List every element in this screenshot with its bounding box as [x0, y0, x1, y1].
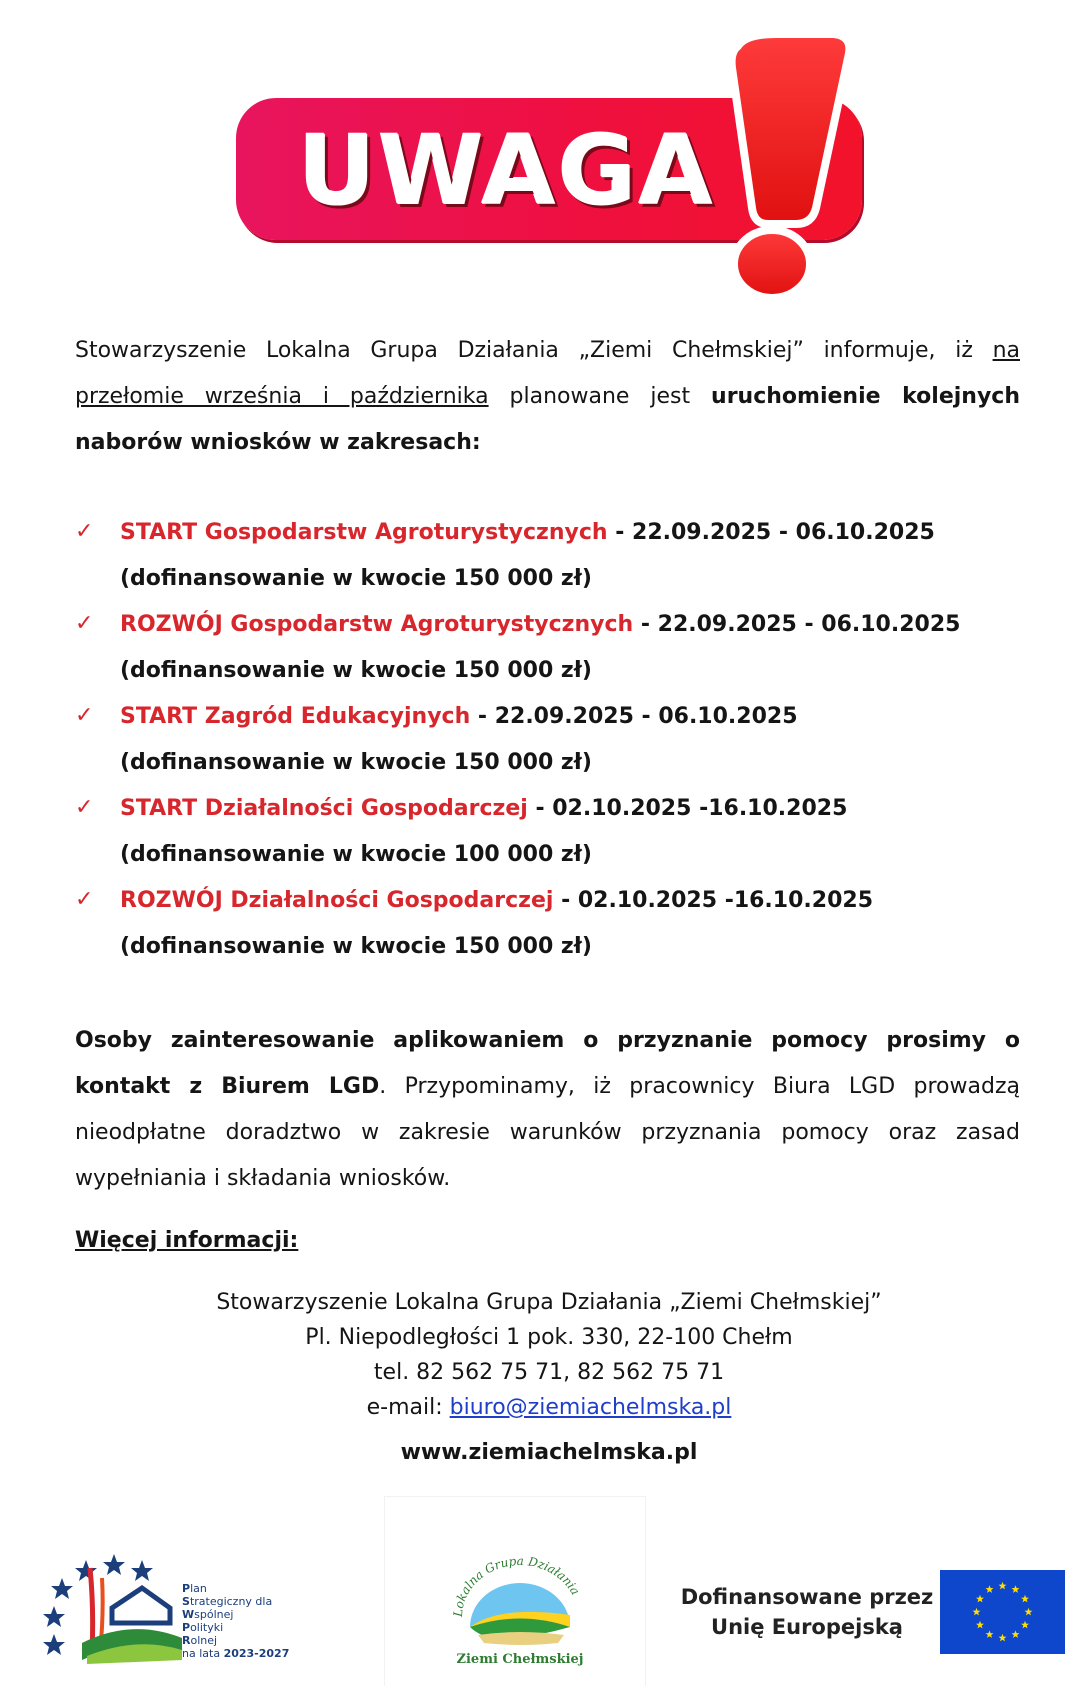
- intro-period: na przełomie września i października: [75, 338, 1020, 409]
- eu-funding-text: [672, 1582, 942, 1642]
- ps-initial: P: [182, 1621, 191, 1634]
- ps-years: 2023-2027: [223, 1647, 290, 1660]
- email-label: e-mail:: [366, 1395, 450, 1420]
- ps-initial: W: [182, 1608, 195, 1621]
- closing-paragraph: [75, 1018, 1020, 1202]
- banner-word: UWAGA: [298, 115, 715, 227]
- program-funding: (dofinansowanie w kwocie 150 000 zł): [120, 566, 592, 591]
- program-name: ROZWÓJ Gospodarstw Agroturystycznych: [120, 612, 634, 637]
- ps-initial: R: [182, 1634, 191, 1647]
- more-info-heading: Więcej informacji:: [75, 1228, 299, 1253]
- plan-strategiczny-text: [182, 1582, 289, 1660]
- program-funding: (dofinansowanie w kwocie 100 000 zł): [120, 842, 592, 867]
- contact-address: Pl. Niepodległości 1 pok. 330, 22-100 Chełm: [305, 1325, 793, 1350]
- check-icon: ✓: [75, 611, 94, 636]
- lgd-logo: [440, 1555, 600, 1675]
- program-dates: - 22.09.2025 - 06.10.2025: [607, 520, 935, 545]
- exclamation-icon: [706, 28, 856, 310]
- check-icon: ✓: [75, 519, 94, 544]
- ps-years-prefix: na lata: [182, 1647, 224, 1660]
- intro-bold: uruchomienie kolejnych naborów wniosków w zakresach:: [75, 384, 1020, 455]
- intro-text: Stowarzyszenie Lokalna Grupa Działania „Ziemi Chełmskiej” informuje, iż: [75, 338, 993, 363]
- eu-line-2: Unię Europejską: [711, 1615, 903, 1639]
- program-item: [75, 602, 1035, 694]
- eu-flag-icon: [940, 1570, 1065, 1654]
- program-item: [75, 786, 1035, 878]
- ps-initial: P: [182, 1582, 191, 1595]
- ps-word: olityki: [190, 1621, 224, 1634]
- check-icon: ✓: [75, 887, 94, 912]
- program-funding: (dofinansowanie w kwocie 150 000 zł): [120, 934, 592, 959]
- contact-phone: tel. 82 562 75 71, 82 562 75 71: [373, 1360, 725, 1385]
- uwaga-banner: [236, 28, 866, 310]
- program-funding: (dofinansowanie w kwocie 150 000 zł): [120, 658, 592, 683]
- program-dates: - 02.10.2025 -16.10.2025: [553, 888, 873, 913]
- lgd-arc-text: Lokalna Grupa Działania: [450, 1555, 583, 1618]
- program-dates: - 02.10.2025 -16.10.2025: [527, 796, 848, 821]
- program-item: [75, 510, 1035, 602]
- ps-word: olnej: [190, 1634, 218, 1647]
- intro-paragraph: [75, 328, 1020, 466]
- contact-block: [0, 1285, 1080, 1425]
- closing-text: . Przypominamy, iż pracownicy Biura LGD prowadzą nieodpłatne doradztwo w zakresie warunków przyznania pomocy oraz zasad wypełniania i składania wniosków.: [75, 1074, 1020, 1191]
- program-name: START Zagród Edukacyjnych: [120, 704, 471, 729]
- check-icon: ✓: [75, 703, 94, 728]
- program-item: [75, 694, 1035, 786]
- closing-bold: Osoby zainteresowanie aplikowaniem o przyznanie pomocy prosimy o kontakt z Biurem LGD: [75, 1028, 1020, 1099]
- check-icon: ✓: [75, 795, 94, 820]
- intro-text-2: planowane jest: [488, 384, 712, 409]
- email-link[interactable]: biuro@ziemiachelmska.pl: [449, 1395, 732, 1420]
- ps-word: trategiczny dla: [189, 1595, 273, 1608]
- lgd-name: Ziemi Chełmskiej: [456, 1652, 584, 1667]
- program-funding: (dofinansowanie w kwocie 150 000 zł): [120, 750, 592, 775]
- eu-line-1: Dofinansowane przez: [680, 1585, 934, 1609]
- website-link[interactable]: www.ziemiachelmska.pl: [400, 1440, 698, 1465]
- ps-word: lan: [190, 1582, 207, 1595]
- program-name: ROZWÓJ Działalności Gospodarczej: [120, 888, 554, 913]
- program-list: [75, 510, 1035, 970]
- program-name: START Gospodarstw Agroturystycznych: [120, 520, 608, 545]
- ps-initial: S: [182, 1595, 190, 1608]
- program-dates: - 22.09.2025 - 06.10.2025: [470, 704, 798, 729]
- program-name: START Działalności Gospodarczej: [120, 796, 528, 821]
- program-item: [75, 878, 1035, 970]
- contact-org: Stowarzyszenie Lokalna Grupa Działania „Ziemi Chełmskiej”: [216, 1290, 882, 1315]
- program-dates: - 22.09.2025 - 06.10.2025: [633, 612, 961, 637]
- contact-email-line: [0, 1390, 1080, 1425]
- ps-word: spólnej: [194, 1608, 234, 1621]
